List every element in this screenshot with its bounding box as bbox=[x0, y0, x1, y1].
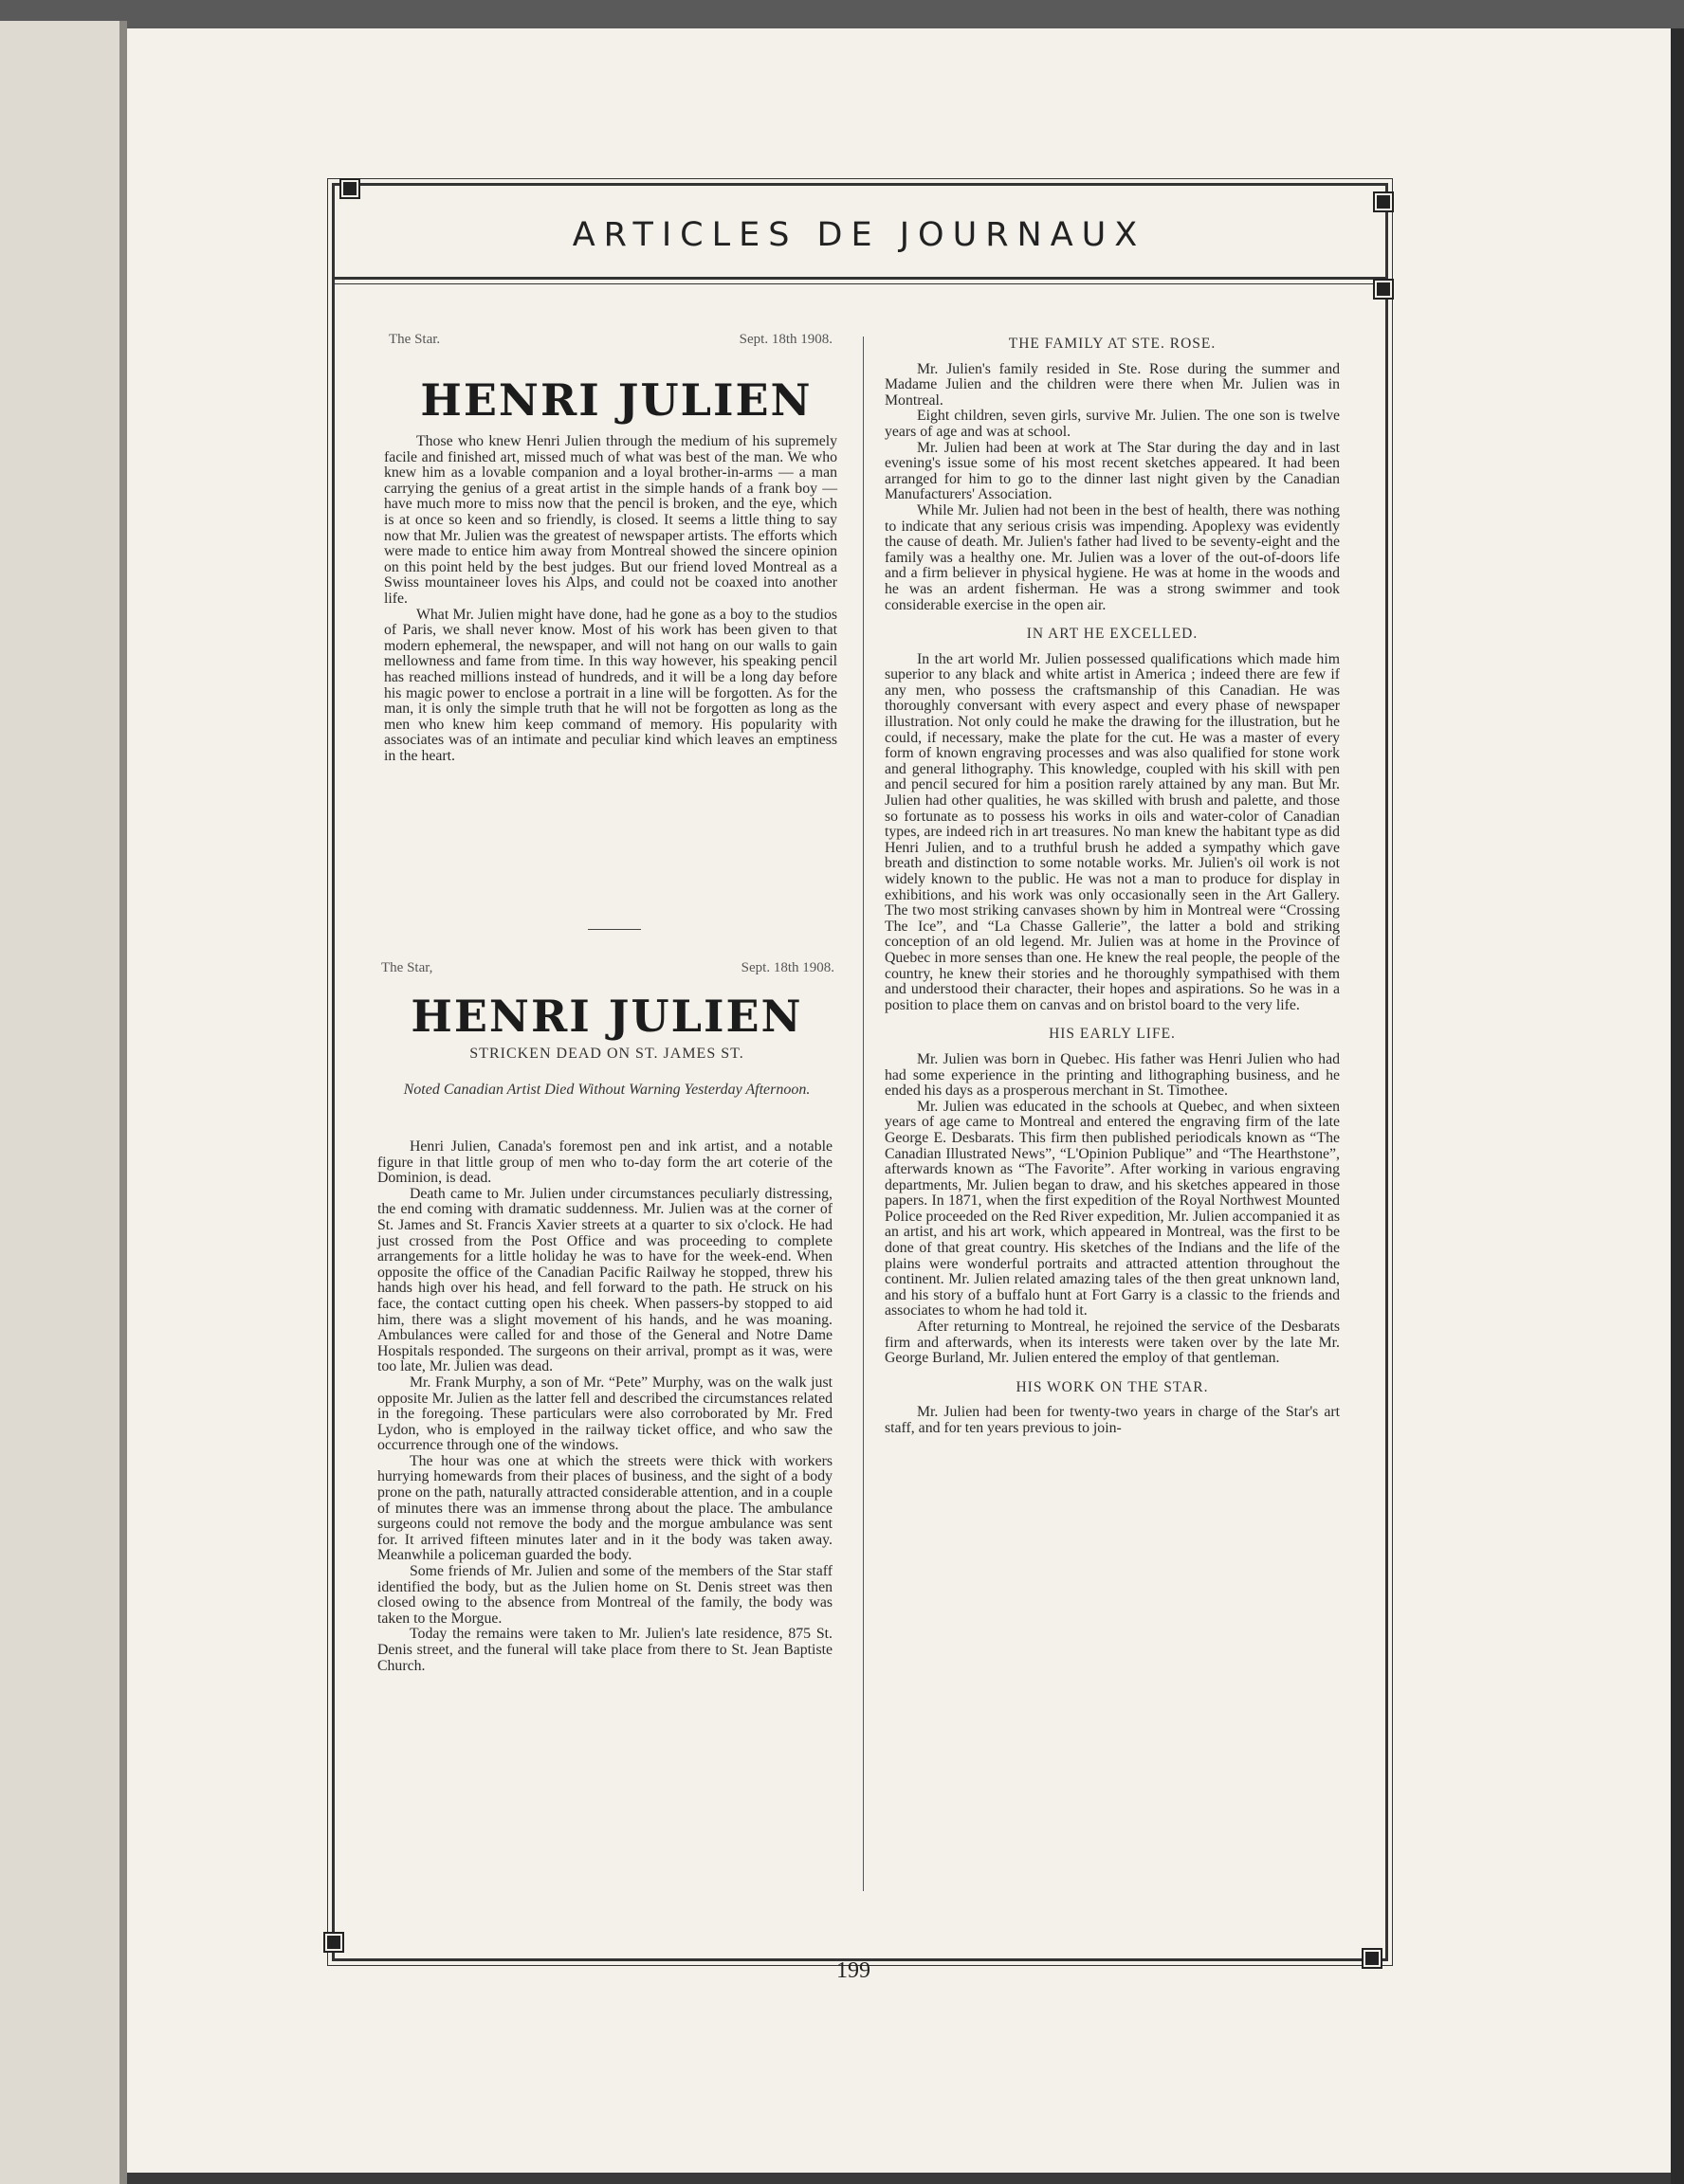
right-paragraph: Mr. Julien was born in Quebec. His father was Henri Julien who had had some experience in the printing and lithographing business, and he ended his days as a prosperous merchant in St. Timothee. bbox=[885, 1050, 1340, 1100]
article2-headline: HENRI JULIEN bbox=[411, 991, 803, 1042]
section-heading: THE FAMILY AT STE. ROSE. bbox=[1008, 336, 1217, 352]
article2-paragraph: The hour was one at which the streets were thick with workers hurrying homewards from their places of business, and the sight of a body prone on the path, naturally attracted considerable attention, and in a couple of minutes there was an immense throng about the place. The ambulance surgeons could not remove the body and the morgue ambulance was sent for. It arrived fifteen minutes later and in it the body was taken away. Meanwhile a policeman guarded the body. bbox=[377, 1452, 833, 1564]
article1-source: The Star. bbox=[389, 332, 441, 347]
article1-body bbox=[384, 434, 837, 764]
article-separator bbox=[588, 929, 641, 930]
article2-date: Sept. 18th 1908. bbox=[741, 960, 834, 975]
article2-source: The Star, bbox=[381, 960, 433, 975]
right-paragraph: Mr. Julien had been for twenty-two years in charge of the Star's art staff, and for ten years previous to join- bbox=[885, 1404, 1340, 1436]
right-paragraph: Eight children, seven girls, survive Mr. Julien. The one son is twelve years of age and was at school. bbox=[885, 408, 1340, 440]
right-paragraph: Mr. Julien was educated in the schools at Quebec, and when sixteen years of age came to Montreal and entered the engraving firm of the late George E. Desbarats. This firm then published periodicals known as “The Canadian Illustrated News”, “L'Opinion Publique” and “The Hearthstone”, afterwards known as “The Favorite”. After working in various engraving departments, Mr. Julien began to draw, and his sketches appeared in those papers. In 1871, when the first expedition of the Royal Northwest Mounted Police proceeded on the Red River expedition, Mr. Julien accompanied it as an artist, and his art work, which appeared in Montreal, was the first to be done of that great country. His sketches of the Indians and the life of the plains were wonderful portraits and attracted attention throughout the continent. Mr. Julien related amazing tales of the then great unknown land, and his story of a buffalo hunt at Fort Garry is a classic to the friends and associates to whom he had told it. bbox=[885, 1098, 1340, 1320]
article2-paragraph: Death came to Mr. Julien under circumstances peculiarly distressing, the end coming with dramatic suddenness. Mr. Julien was at the corner of St. James and St. Francis Xavier streets at a quarter to six o'clock. He had just crossed from the Post Office and was proceeding to complete arrangements for a little holiday he was to have for the week-end. When opposite the office of the Canadian Pacific Railway he stopped, threw his hands high over his head, and fell forward to the path. He struck on his face, the contact cutting open his cheek. When passers-by stopped to aid him, there was a slight movement of his hands, and he was moaning. Ambulances were called for and those of the General and Notre Dame Hospitals responded. The surgeons on their arrival, prompt as it was, were too late, Mr. Julien was dead. bbox=[377, 1185, 833, 1375]
article1-date: Sept. 18th 1908. bbox=[739, 332, 833, 347]
section-heading: IN ART HE EXCELLED. bbox=[1026, 626, 1199, 643]
article2-subtitle: STRICKEN DEAD ON ST. JAMES ST. bbox=[469, 1046, 744, 1062]
article2-paragraph: Some friends of Mr. Julien and some of the members of the Star staff identified the body, but as the Julien home on St. Denis street was then closed owing to the absence from Montreal of the family, the body was taken to the Morgue. bbox=[377, 1563, 833, 1627]
article1-headline: HENRI JULIEN bbox=[420, 374, 813, 426]
scan-top-band bbox=[0, 0, 1684, 28]
article2-paragraph: Today the remains were taken to Mr. Julien's late residence, 875 St. Denis street, and the funeral will take place from there to St. Jean Baptiste Church. bbox=[377, 1626, 833, 1674]
frame-corner-ornament bbox=[341, 180, 358, 197]
article2-paragraph: Mr. Frank Murphy, a son of Mr. “Pete” Murphy, was on the walk just opposite Mr. Julien as the latter fell and described the circumstances related in the foregoing. These particulars were also corroborated by Mr. Fred Lydon, who is employed in the railway ticket office, and who saw the occurrence through one of the windows. bbox=[377, 1374, 833, 1454]
column-divider bbox=[863, 337, 864, 1891]
right-paragraph: After returning to Montreal, he rejoined the service of the Desbarats firm and afterwards, when its interests were taken over by the late Mr. George Burland, Mr. Julien entered the employ of that gentleman. bbox=[885, 1319, 1340, 1367]
frame-corner-ornament bbox=[1375, 193, 1392, 210]
section-title: ARTICLES DE JOURNAUX bbox=[572, 216, 1146, 254]
frame-corner-ornament bbox=[1364, 1950, 1381, 1967]
section-heading: HIS EARLY LIFE. bbox=[1049, 1026, 1176, 1043]
scan-right-edge bbox=[1671, 28, 1684, 2184]
article2-deck: Noted Canadian Artist Died Without Warning Yesterday Afternoon. bbox=[403, 1082, 811, 1098]
book-spine bbox=[119, 21, 127, 2184]
article2-paragraph: Henri Julien, Canada's foremost pen and ink artist, and a notable figure in that little group of men who to-day form the art coterie of the Dominion, is dead. bbox=[377, 1138, 833, 1187]
article2-body bbox=[377, 1139, 833, 1674]
article1-paragraph: What Mr. Julien might have done, had he gone as a boy to the studios of Paris, we shall never know. Most of his work has been given to that modern ephemeral, the newspaper, and will not hang on our walls to gain mellowness and fame from time. In this way however, his speaking pencil has reached millions instead of hundreds, and it will be a long day before his magic power to enclose a portrait in a line will be forgotten. As for the man, it is only the simple truth that he will not be forgotten as long as the men who knew him keep command of memory. His popularity with associates was of an intimate and peculiar kind which leaves an emptiness in the heart. bbox=[384, 606, 837, 764]
right-paragraph: Mr. Julien's family resided in Ste. Rose during the summer and Madame Julien and the children were there when Mr. Julien was in Montreal. bbox=[885, 360, 1340, 409]
facing-page-edge bbox=[0, 21, 121, 2184]
frame-corner-ornament bbox=[325, 1934, 342, 1951]
right-column-body bbox=[885, 337, 1340, 1437]
right-paragraph: While Mr. Julien had not been in the best of health, there was nothing to indicate that any serious crisis was impending. Apoplexy was evidently the cause of death. Mr. Julien's father had lived to be seventy-eight and the family was a healthy one. Mr. Julien was a lover of the out-of-doors life and a firm believer in physical hygiene. He was at home in the woods and he was an ardent fisherman. He was a strong swimmer and took considerable exercise in the open air. bbox=[885, 501, 1340, 613]
right-paragraph: In the art world Mr. Julien possessed qualifications which made him superior to any black and white artist in America ; indeed there are few if any men, who possess the craftsmanship of this Canadian. He was thoroughly conversant with every aspect and every phase of newspaper illustration. Not only could he make the drawing for the illustration, but he could, if necessary, make the plate for the cut. He was a master of every form of known engraving processes and was also qualified for stone work and general lithography. This knowledge, coupled with his skill with pen and pencil secured for him a position rarely attained by any man. But Mr. Julien had other qualities, he was skilled with brush and palette, and those so fortunate as to possess his works in oils and water-color of Canadian types, are indeed rich in art treasures. No man knew the habitant type as did Henri Julien, and to a truthful brush he added a sympathy which gave breath and distinction to some notable works. Mr. Julien's oil work is not widely known to the public. He was not a man to produce for display in exhibitions, and his work was only occasionally seen in the Art Gallery. The two most striking canvases shown by him in Montreal were “Crossing The Ice”, and “La Chasse Gallerie”, the latter a bold and striking conception of an old legend. Mr. Julien was at home in the Province of Quebec in more senses than one. He knew the real people, the people of the country, he knew their stories and he thoroughly sympathised with them and understood their character, their hopes and aspirations. So he was in a position to place them on canvas and on bristol board to the very life. bbox=[885, 650, 1340, 1013]
page-number: 199 bbox=[836, 1958, 870, 1983]
right-paragraph: Mr. Julien had been at work at The Star during the day and in last evening's issue some of his most recent sketches appeared. It had been arranged for him to go to the dinner last night given by the Canadian Manufacturers' Association. bbox=[885, 439, 1340, 503]
header-rule bbox=[332, 277, 1386, 280]
section-heading: HIS WORK ON THE STAR. bbox=[1016, 1378, 1209, 1395]
article1-paragraph: Those who knew Henri Julien through the medium of his supremely facile and finished art, missed much of what was best of the man. We who knew him as a lovable companion and a loyal brother-in-arms — a man carrying the genius of a great artist in the simple hands of a frank boy — have much more to miss now that the pencil is broken, and the eye, which is at once so keen and so friendly, is closed. It seems a little thing to say now that Mr. Julien was the greatest of newspaper artists. The efforts which were made to entice him away from Montreal showed the sincere opinion on this point held by the best judges. But our friend loved Montreal as a Swiss mountaineer loves his Alps, and could not be coaxed into another life. bbox=[384, 433, 837, 607]
frame-corner-ornament bbox=[1375, 281, 1392, 298]
